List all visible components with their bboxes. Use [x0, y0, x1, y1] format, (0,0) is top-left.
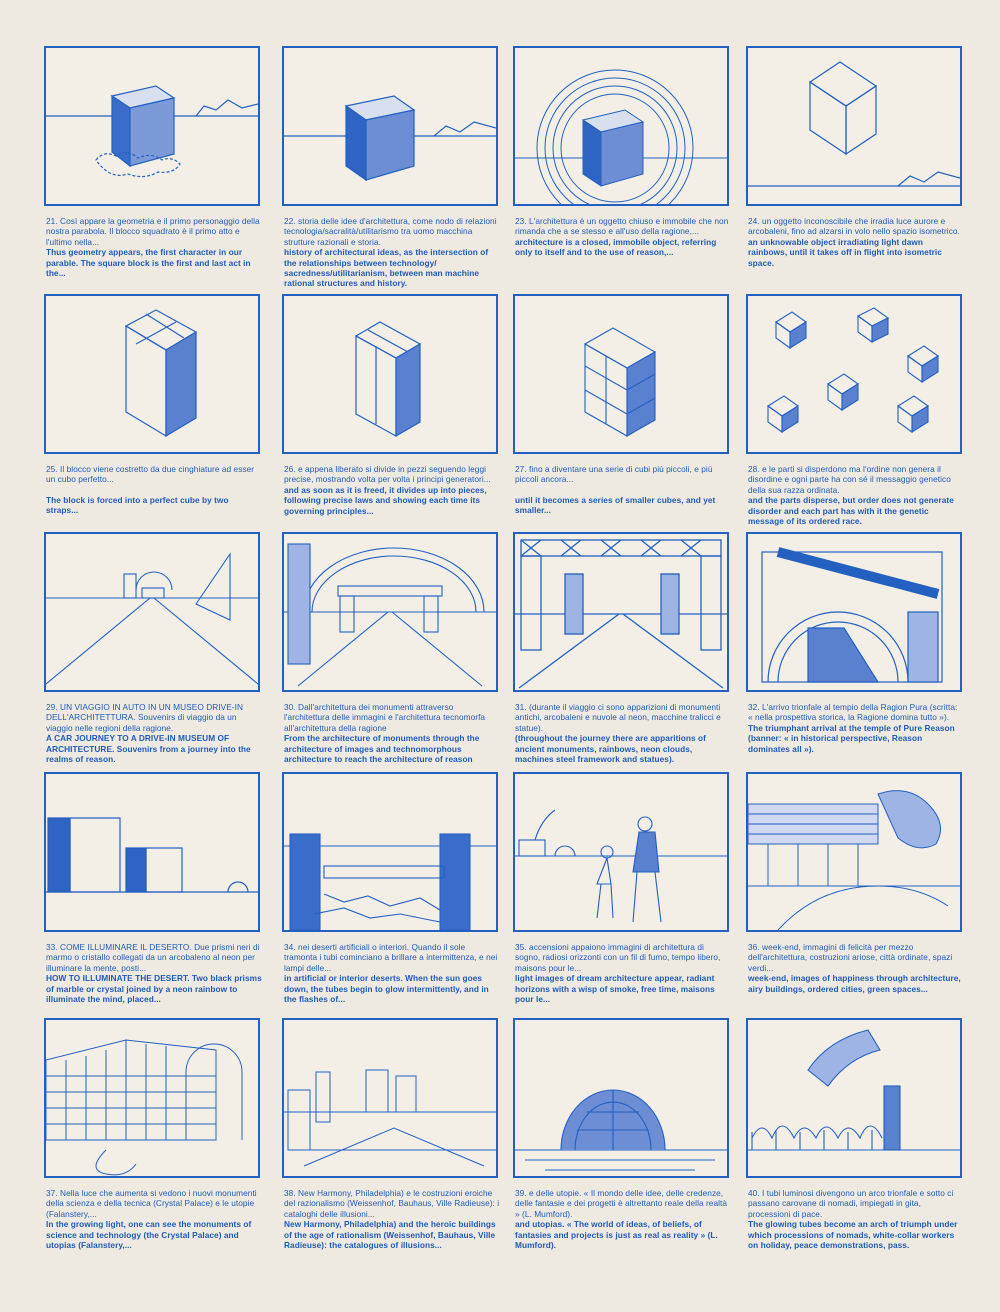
panel-35-drawing [513, 772, 729, 932]
panel-36-caption [748, 942, 964, 994]
panel-33-caption [46, 942, 262, 1004]
panel-31-caption [515, 702, 731, 764]
small-cubes-illustration [515, 296, 727, 452]
panel-35-caption [515, 942, 731, 1004]
panel-33-drawing [44, 772, 260, 932]
panel-34-italian-text: 34. nei deserti artificiali o interiori. Quando il sole tramonta i tubi cominciano a brillare a intermittenza, e nei lampi delle... [284, 942, 498, 973]
panel-32-italian-text: 32. L'arrivo trionfale al tempio della Ragion Pura (scritta: « nella prospettiva storica, la Ragione domina tutto »). [748, 702, 958, 723]
panel-25-italian-text: 25. Il blocco viene costretto da due cinghiature ad esser un cubo perfetto... [46, 464, 255, 485]
panel-37-italian-text: 37. Nella luce che aumenta si vedono i nuovi monumenti della scienza e della tecnica (Crystal Palace) e le utopie (Falanstery,... [46, 1188, 257, 1219]
dispersed-cubes-illustration [748, 296, 960, 452]
panel-40-english-text: The glowing tubes become an arch of triumph under which processions of nomads, white-collar workers on holiday, peace demonstrations, pass. [748, 1219, 958, 1251]
panel-36-italian-text: 36. week-end, immagini di felicità per mezzo dell'architettura, costruzioni ariose, città ordinate, spazi verdi... [748, 942, 953, 973]
cube-hatched-illustration [284, 48, 496, 204]
panel-29-drawing [44, 532, 260, 692]
arch-of-triumph-illustration [748, 1020, 960, 1176]
panel-40-caption [748, 1188, 964, 1250]
panel-22-drawing [282, 46, 498, 206]
panel-23-caption [515, 216, 731, 258]
panel-33-english-text: HOW TO ILLUMINATE THE DESERT. Two black prisms of marble or crystal joined by a neon rainbow to illuminate the mind, placed... [46, 973, 262, 1005]
panel-28-english-text: and the parts disperse, but order does not generate disorder and each part has with it the genetic message of its ordered race. [748, 495, 954, 527]
panel-22-english-text: history of architectural ideas, as the intersection of the relationships between technology/ sacredness/utilitarianism, between man machine rational structures and history. [284, 247, 489, 289]
panel-24-italian-text: 24. un oggetto inconoscibile che irradia luce aurore e arcobaleni, fino ad alzarsi in volo nello spazio isometrico. [748, 216, 960, 237]
panel-32-caption [748, 702, 964, 754]
panel-37-caption [46, 1188, 262, 1250]
panel-39-english-text: and utopias. « The world of ideas, of beliefs, of fantasies and projects is just as real as reality » (L. Mumford). [515, 1219, 718, 1251]
panel-37-drawing [44, 1018, 260, 1178]
panel-34-english-text: in artificial or interior deserts. When the sun goes down, the tubes begin to glow intermittently, and in the flashes of... [284, 973, 489, 1005]
panel-32-english-text: The triumphant arrival at the temple of Pure Reason (banner: « in historical perspective, Reason dominates all »). [748, 722, 955, 754]
panel-28-caption [748, 464, 964, 526]
panel-23-drawing [513, 46, 729, 206]
panel-26-english-text: and as soon as it is freed, it divides up into pieces, following precise laws and showing each time its governing principles... [284, 484, 487, 516]
panel-25-drawing [44, 294, 260, 454]
desert-prisms-illustration [46, 774, 258, 930]
rainbow-arch-road-illustration [284, 534, 496, 690]
panel-22-italian-text: 22. storia delle idee d'architettura, come nodo di relazioni tecnologia/sacralità/utilitarismo tra uomo macchina strutture razionali e storia. [284, 216, 497, 247]
panel-22-caption [284, 216, 500, 289]
green-city-illustration [748, 774, 960, 930]
panel-26-italian-text: 26. e appena liberato si divide in pezzi seguendo leggi precise, mostrando volta per volta i principi generatori... [284, 464, 491, 485]
panel-24-drawing [746, 46, 962, 206]
panel-33-italian-text: 33. COME ILLUMINARE IL DESERTO. Due prismi neri di marmo o cristallo collegati da un arcobaleno al neon per illuminare la mente, posti... [46, 942, 260, 973]
panel-25-english-text: The block is forced into a perfect cube by two straps... [46, 494, 229, 516]
panel-35-english-text: light images of dream architecture appear, radiant horizons with a wisp of smoke, free time, maisons pour le... [515, 973, 715, 1005]
panel-38-italian-text: 38. New Harmony, Philadelphia) e le costruzioni eroiche del razionalismo (Weissenhof, Bauhaus, Ville Radieuse): i cataloghi delle illusioni... [284, 1188, 500, 1219]
panel-29-caption [46, 702, 262, 764]
floating-cube-illustration [748, 48, 960, 204]
panel-34-caption [284, 942, 500, 1004]
panel-38-english-text: New Harmony, Philadelphia) and the heroic buildings of the age of rationalism (Weissenhof, Bauhaus, Ville Radieuse): the catalogues of illusions... [284, 1219, 496, 1251]
panel-37-english-text: In the growing light, one can see the monuments of science and technology (the Crystal Palace) and utopias (Falanstery,... [46, 1219, 252, 1251]
panel-38-drawing [282, 1018, 498, 1178]
steel-framework-illustration [515, 534, 727, 690]
panel-28-italian-text: 28. e le parti si disperdono ma l'ordine non genera il disordine e ogni parte ha con sé il messaggio genetico della sua razza ordinata. [748, 464, 951, 495]
panel-21-italian-text: 21. Così appare la geometria e il primo personaggio della nostra parabola. Il blocco squadrato è il primo atto e l'ultimo nella... [46, 216, 260, 247]
panel-23-english-text: architecture is a closed, immobile object, referring only to itself and to the use of reason,... [515, 236, 717, 258]
panel-27-english-text: until it becomes a series of smaller cubes, and yet smaller... [515, 494, 716, 516]
radiating-cube-illustration [515, 48, 727, 204]
panel-32-drawing [746, 532, 962, 692]
dome-utopia-illustration [515, 1020, 727, 1176]
panel-31-english-text: (throughout the journey there are apparitions of ancient monuments, rainbows, neon clouds, machines steel framework and statues). [515, 733, 706, 765]
panel-25-caption [46, 464, 262, 516]
couple-sunrise-illustration [515, 774, 727, 930]
cube-on-horizon-illustration [46, 48, 258, 204]
panel-29-english-text: A CAR JOURNEY TO A DRIVE-IN MUSEUM OF ARCHITECTURE. Souvenirs from a journey into the realms of reason. [46, 733, 251, 765]
panel-35-italian-text: 35. accensioni appaiono immagini di architettura di sogno, radiosi orizzonti con un fil di fumo, tempo libero, maisons pour le... [515, 942, 721, 973]
panel-30-caption [284, 702, 500, 764]
panel-40-italian-text: 40. I tubi luminosi divengono un arco trionfale e sotto ci passano carovane di nomadi, impiegati in gita, processioni di pace. [748, 1188, 954, 1219]
panel-31-drawing [513, 532, 729, 692]
panel-26-drawing [282, 294, 498, 454]
panel-24-caption [748, 216, 964, 268]
strapped-cube-illustration [46, 296, 258, 452]
panel-21-drawing [44, 46, 260, 206]
panel-39-italian-text: 39. e delle utopie. « Il mondo delle idee, delle credenze, delle fantasie e dei progetti è altrettanto reale della realtà » (L. Mumford). [515, 1188, 728, 1219]
panel-38-caption [284, 1188, 500, 1250]
panel-28-drawing [746, 294, 962, 454]
panel-36-drawing [746, 772, 962, 932]
panel-26-caption [284, 464, 500, 516]
panel-29-italian-text: 29. UN VIAGGIO IN AUTO IN UN MUSEO DRIVE-IN DELL'ARCHITETTURA. Souvenirs di viaggio da un viaggio nelle regioni della ragione. [46, 702, 244, 733]
panel-30-english-text: From the architecture of monuments through the architecture of images and technomorphous architecture to reach the architecture of reason [284, 733, 480, 765]
panel-27-italian-text: 27. fino a diventare una serie di cubi più piccoli, e più piccoli ancora... [515, 464, 713, 485]
split-cube-illustration [284, 296, 496, 452]
crystal-palace-illustration [46, 1020, 258, 1176]
panel-23-italian-text: 23. L'architettura è un oggetto chiuso e immobile che non rimanda che a se stesso e all'uso della ragione,... [515, 216, 729, 237]
panel-21-english-text: Thus geometry appears, the first character in our parable. The square block is the first and last act in the... [46, 247, 251, 279]
panel-27-caption [515, 464, 731, 516]
panel-39-drawing [513, 1018, 729, 1178]
panel-27-drawing [513, 294, 729, 454]
panel-24-english-text: an unknowable object irradiating light dawn rainbows, until it takes off in flight into isometric space. [748, 236, 942, 268]
panel-39-caption [515, 1188, 731, 1250]
panel-30-drawing [282, 532, 498, 692]
panel-30-italian-text: 30. Dall'architettura dei monumenti attraverso l'architettura delle immagini e l'architettura tecnomorfa all'architettura della ragione [284, 702, 486, 733]
panel-36-english-text: week-end, images of happiness through architecture, airy buildings, ordered cities, green spaces... [748, 973, 961, 994]
temple-of-reason-illustration [748, 534, 960, 690]
rational-city-illustration [284, 1020, 496, 1176]
panel-31-italian-text: 31. (durante il viaggio ci sono apparizioni di monumenti antichi, arcobaleni e nuvole al neon, macchine tralicci e statue). [515, 702, 721, 733]
panel-21-caption [46, 216, 262, 278]
panel-40-drawing [746, 1018, 962, 1178]
drive-in-road-illustration [46, 534, 258, 690]
stone-desert-illustration [284, 774, 496, 930]
panel-34-drawing [282, 772, 498, 932]
